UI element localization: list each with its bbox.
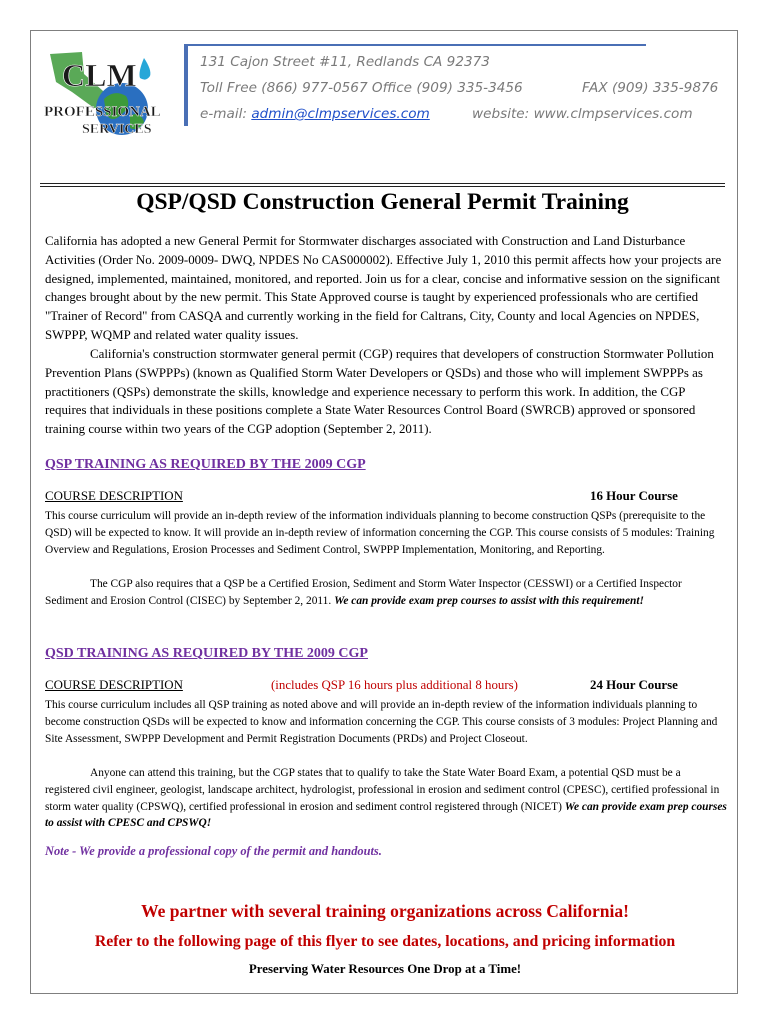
- qsd-includes-note: (includes QSP 16 hours plus additional 8 hours): [271, 678, 518, 692]
- clm-logo: [42, 44, 172, 144]
- header-divider: [40, 183, 725, 184]
- partner-statement: We partner with several training organizations across California!: [141, 901, 629, 921]
- qsd-exam-prep-note: We can provide exam prep courses to assist with CPESC and CPSWQ!: [45, 800, 727, 830]
- logo-clm-text: CLM: [62, 57, 137, 93]
- logo-services-text: SERVICES: [82, 122, 152, 137]
- address: 131 Cajon Street #11, Redlands CA 92373: [200, 54, 490, 70]
- qsp-exam-prep-note: We can provide exam prep courses to assist with this requirement!: [334, 594, 644, 607]
- handouts-note: Note - We provide a professional copy of the permit and handouts.: [45, 844, 382, 858]
- qsd-heading: QSD TRAINING AS REQUIRED BY THE 2009 CGP: [45, 646, 368, 661]
- website: website: www.clmpservices.com: [472, 106, 693, 122]
- water-drop-icon: [140, 58, 151, 80]
- qsd-eligibility-text: Anyone can attend this training, but the CGP states that to qualify to take the State Water Board Exam, a potential QSD must be a registered civil engineer, geologist, landscape architect, hydrologist, professional in erosion and sediment control (CPESC), certified professional in storm water quality (CPSWQ), certified professional in erosion and sediment control registered through (NICET): [45, 767, 720, 813]
- page-title: QSP/QSD Construction General Permit Training: [136, 189, 629, 215]
- intro-paragraph: California has adopted a new General Permit for Stormwater discharges associated with Construction and Land Disturbance Activities (Order No. 2009-0009- DWQ, NPDES No CAS000002). Effective July 1, 2010 this permit affects how your projects are designed, implemented, maintained, monitored, and reported. Join us for a clear, concise and informative session on the significant changes brought about by the new permit. This State Approved course is taught by experienced professionals who are certified "Trainer of Record" from CASQA and currently working in the field for Caltrans, City, County and local Agencies on NPDES, SWPPP, WQMP and related water quality issues.: [45, 234, 722, 342]
- qsp-description: This course curriculum will provide an in-depth review of the information individuals planning to become construction QSPs (prerequisite to the QSD) will be expected to know. It will provide an in-depth review of information concerning the CGP. This course consists of 5 modules: Training Overview and Regulations, Erosion Processes and Sediment Control, SWPPP Implementation, Monitoring, and Reporting.: [45, 510, 715, 556]
- qsd-hours: 24 Hour Course: [590, 678, 678, 692]
- qsp-cesswi-paragraph: [45, 576, 727, 610]
- header-divider-2: [40, 186, 725, 187]
- phone-numbers: Toll Free (866) 977-0567 Office (909) 335-3456: [200, 80, 523, 96]
- logo-professional-text: PROFESSIONAL: [44, 104, 161, 120]
- email-line: [200, 106, 430, 122]
- refer-statement: Refer to the following page of this flyer to see dates, locations, and pricing information: [94, 933, 676, 950]
- qsd-course-description-label: COURSE DESCRIPTION: [45, 678, 183, 692]
- email-link[interactable]: admin@clmpservices.com: [251, 106, 430, 122]
- qsp-course-description-label: COURSE DESCRIPTION: [45, 489, 183, 503]
- email-label: e-mail:: [200, 106, 247, 122]
- qsp-hours: 16 Hour Course: [590, 489, 678, 503]
- qsd-eligibility-paragraph: [45, 765, 727, 832]
- qsd-description: This course curriculum includes all QSP training as noted above and will provide an in-depth review of the information individuals planning to become construction QSDs will be expected to know and information concerning the CGP. This course consists of 3 modules: Project Planning and Site Assessment, SWPPP Development and Permit Registration Documents (PRDs) and Project Closeout.: [45, 699, 718, 745]
- qsp-heading: QSP TRAINING AS REQUIRED BY THE 2009 CGP: [45, 457, 366, 472]
- fax-number: FAX (909) 335-9876: [582, 80, 719, 96]
- cgp-paragraph: California's construction stormwater general permit (CGP) requires that developers of construction Stormwater Pollution Prevention Plans (SWPPPs) (known as Qualified Storm Water Developers or QSDs) and those who will implement SWPPPs as practitioners (QSPs) demonstrate the skills, knowledge and experience necessary to perform this work. In addition, the CGP requires that individuals in these positions complete a State Water Resources Control Board (SWRCB) approved or sponsored training course within two years of the CGP adoption (September 2, 2011).: [45, 347, 714, 437]
- tagline: Preserving Water Resources One Drop at a Time!: [248, 962, 522, 976]
- contact-block: [184, 44, 719, 126]
- qsp-cesswi-text: The CGP also requires that a QSP be a Certified Erosion, Sediment and Storm Water Inspector (CESSWI) or a Certified Inspector Sediment and Erosion Control (CISEC) by September 2, 2011.: [45, 578, 682, 607]
